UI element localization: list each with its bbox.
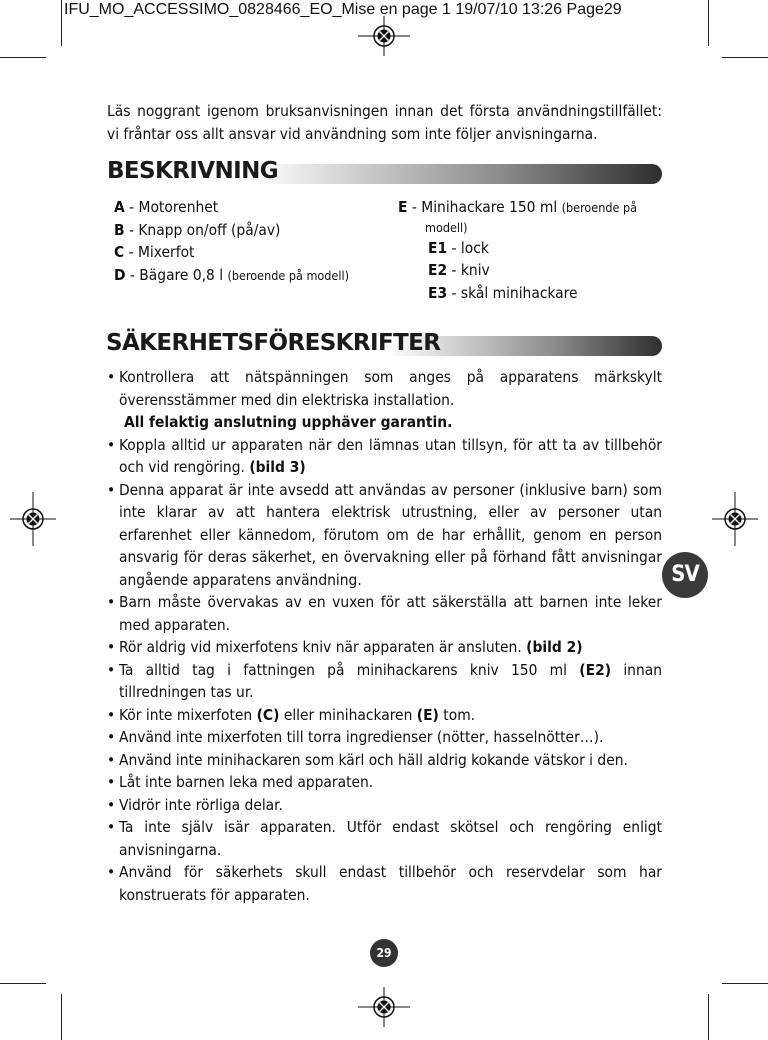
- crop-mark: [0, 983, 46, 984]
- crop-mark: [722, 983, 768, 984]
- language-badge: SV: [662, 552, 708, 598]
- list-item: E2 - kniv: [428, 261, 490, 279]
- list-item: • Kör inte mixerfoten (C) eller minihackaren (E) tom.: [107, 704, 662, 727]
- crop-mark: [708, 994, 709, 1040]
- list-item: • Ta alltid tag i fattningen på minihackarens kniv 150 ml (E2) innan tillredningen tas ur.: [107, 659, 662, 704]
- list-item: A - Motorenhet: [114, 198, 219, 216]
- list-item: • Ta inte själv isär apparaten. Utför endast skötsel och rengöring enligt anvisningarna.: [107, 816, 662, 861]
- registration-mark-icon: [358, 987, 410, 1027]
- list-item: • Använd inte minihackaren som kärl och häll aldrig kokande vätskor i den.: [107, 749, 662, 772]
- list-item: • Använd inte mixerfoten till torra ingredienser (nötter, hasselnötter…).: [107, 726, 662, 749]
- crop-mark: [61, 994, 62, 1040]
- list-item: C - Mixerfot: [114, 243, 195, 261]
- list-item: modell): [425, 219, 468, 235]
- list-item: D - Bägare 0,8 l (beroende på modell): [114, 265, 349, 284]
- list-item: • Vidrör inte rörliga delar.: [107, 794, 662, 817]
- section-title-description: BESKRIVNING: [107, 158, 279, 184]
- list-item: • Låt inte barnen leka med apparaten.: [107, 771, 662, 794]
- list-item: E1 - lock: [428, 238, 489, 257]
- parts-list-left: [114, 196, 349, 287]
- list-item: B - Knapp on/off (på/av): [114, 220, 281, 239]
- list-item: • Barn måste övervakas av en vuxen för att säkerställa att barnen inte leker med apparaten.: [107, 591, 662, 636]
- intro-paragraph: Läs noggrant igenom bruksanvisningen innan det första användningstillfället: vi fråntar oss allt ansvar vid användning som inte följer anvisningarna.: [107, 102, 662, 143]
- section-title-safety: SÄKERHETSFÖRESKRIFTER: [106, 330, 441, 356]
- section-bar: [252, 164, 662, 184]
- list-item: • Denna apparat är inte avsedd att användas av personer (inklusive barn) som inte klarar av att hantera elektrisk utrustning, eller av personer utan erfarenhet eller kännedom, förutom om de har erhållit, genom en person ansvarig för deras säkerhet, en övervakning eller på förhand fått anvisningar angående apparatens användning.: [107, 479, 662, 592]
- list-item: • Koppla alltid ur apparaten när den lämnas utan tillsyn, för att ta av tillbehör och vid rengöring. (bild 3): [107, 434, 662, 479]
- crop-mark: [0, 57, 46, 58]
- safety-list: [107, 366, 662, 906]
- list-item: • Använd för säkerhets skull endast tillbehör och reservdelar som har konstruerats för apparaten.: [107, 861, 662, 906]
- registration-mark-icon: [10, 492, 56, 546]
- list-item: E - Minihackare 150 ml (beroende på: [398, 198, 638, 216]
- registration-mark-icon: [712, 492, 758, 546]
- registration-mark-icon: [358, 16, 410, 56]
- list-item: E3 - skål minihackare: [428, 283, 578, 302]
- crop-mark: [61, 0, 62, 46]
- print-header: IFU_MO_ACCESSIMO_0828466_EO_Mise en page 1 19/07/10 13:26 Page29: [64, 1, 622, 18]
- crop-mark: [708, 0, 709, 46]
- crop-mark: [722, 57, 768, 58]
- list-item: • Rör aldrig vid mixerfotens kniv när apparaten är ansluten. (bild 2): [107, 636, 662, 659]
- list-item: • Kontrollera att nätspänningen som anges på apparatens märkskylt överensstämmer med din elektriska installation. All felaktig anslutning upphäver garantin.: [107, 366, 662, 434]
- warranty-warning: All felaktig anslutning upphäver garantin.: [124, 413, 453, 431]
- page-number: 29: [370, 939, 398, 967]
- parts-list-right: [398, 196, 637, 304]
